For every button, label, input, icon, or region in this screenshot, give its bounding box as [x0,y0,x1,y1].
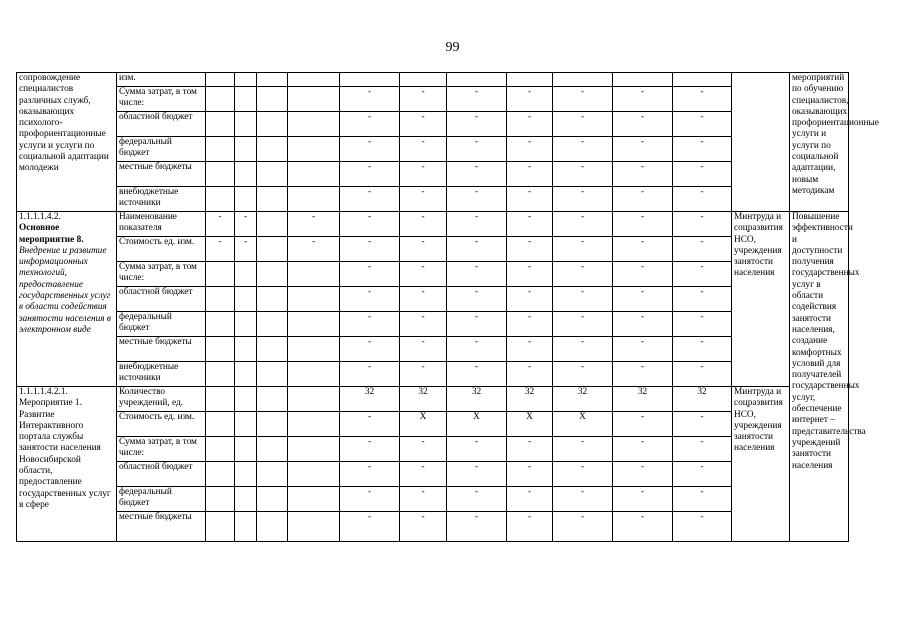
indicator-label: Количество учреждений, ед. [117,387,206,412]
value-cell [288,512,340,542]
indicator-label: Наименование показателя [117,212,206,237]
value-cell: - [340,312,400,337]
value-cell [288,437,340,462]
value-cell [257,237,288,262]
executor-cell [732,387,790,542]
value-cell [235,437,257,462]
value-cell: - [673,462,732,487]
value-cell: - [507,312,553,337]
value-cell [206,137,235,162]
value-cell: - [507,112,553,137]
value-cell [288,287,340,312]
value-cell: - [447,112,507,137]
value-cell: - [447,262,507,287]
value-cell: - [400,212,447,237]
value-cell: - [400,187,447,212]
table-row [17,73,909,87]
value-cell [507,73,553,87]
value-cell: - [553,112,613,137]
indicator-label: Сумма затрат, в том числе: [117,87,206,112]
value-cell: - [507,512,553,542]
value-cell [206,187,235,212]
value-cell [257,112,288,137]
value-cell: - [340,437,400,462]
indicator-label: федеральный бюджет [117,487,206,512]
value-cell: - [673,487,732,512]
value-cell: - [553,362,613,387]
activity-description [17,212,117,387]
value-cell [257,337,288,362]
value-cell: - [673,137,732,162]
value-cell: - [507,212,553,237]
value-cell [673,73,732,87]
value-cell: - [673,262,732,287]
value-cell [235,112,257,137]
value-cell [288,137,340,162]
value-cell [257,437,288,462]
activity-description [17,387,117,542]
value-cell [235,87,257,112]
value-cell: - [340,162,400,187]
value-cell: - [673,312,732,337]
value-cell: - [340,87,400,112]
activity-code: 1.1.1.1.4.2.1. [19,387,68,397]
result-cell [790,212,866,542]
value-cell [257,287,288,312]
value-cell: - [553,512,613,542]
table-row [17,387,909,412]
value-cell: - [447,487,507,512]
value-cell: - [673,162,732,187]
indicator-label: федеральный бюджет [117,137,206,162]
value-cell: 32 [613,387,673,412]
indicator-label: внебюджетные источники [117,362,206,387]
value-cell [257,212,288,237]
value-cell: - [673,187,732,212]
indicator-label: местные бюджеты [117,162,206,187]
value-cell: - [613,487,673,512]
value-cell: - [400,162,447,187]
value-cell: - [553,287,613,312]
value-cell [288,162,340,187]
value-cell [340,73,400,87]
value-cell [206,337,235,362]
value-cell [288,262,340,287]
value-cell: - [613,212,673,237]
value-cell: - [340,212,400,237]
value-cell [257,187,288,212]
value-cell: - [447,237,507,262]
executor-text: Минтруда и соцразвития НСО, учреждения занятости населения [734,387,783,454]
value-cell: - [340,512,400,542]
value-cell: - [447,187,507,212]
value-cell: - [447,337,507,362]
value-cell [288,412,340,437]
value-cell [206,312,235,337]
value-cell: - [400,287,447,312]
value-cell [206,387,235,412]
value-cell [235,312,257,337]
indicator-label: Сумма затрат, в том числе: [117,262,206,287]
indicator-label: изм. [117,73,206,87]
value-cell: - [340,487,400,512]
value-cell [235,462,257,487]
value-cell: - [340,412,400,437]
value-cell [257,137,288,162]
value-cell [206,262,235,287]
value-cell: - [673,412,732,437]
value-cell [400,73,447,87]
result-text: мероприятий по обучению специалистов, оказывающих профориентационные услуги и услуги по социальной адаптации, новым методикам [792,73,879,196]
value-cell [206,437,235,462]
value-cell: - [613,137,673,162]
value-cell: - [613,87,673,112]
value-cell: - [400,337,447,362]
value-cell: - [206,212,235,237]
value-cell [206,462,235,487]
value-cell: - [400,137,447,162]
value-cell [257,462,288,487]
value-cell: - [673,87,732,112]
value-cell [257,387,288,412]
value-cell [447,73,507,87]
value-cell: - [613,462,673,487]
value-cell [288,462,340,487]
value-cell: - [613,262,673,287]
value-cell: - [613,437,673,462]
value-cell: - [447,212,507,237]
value-cell [206,487,235,512]
value-cell: - [400,437,447,462]
indicator-label: Стоимость ед. изм. [117,412,206,437]
indicator-label: областной бюджет [117,287,206,312]
value-cell: - [235,237,257,262]
value-cell: - [447,462,507,487]
value-cell: - [400,362,447,387]
value-cell: - [553,312,613,337]
value-cell: - [553,487,613,512]
executor-text: Минтруда и соцразвития НСО, учреждения занятости населения [734,212,783,279]
value-cell [257,87,288,112]
value-cell: - [507,237,553,262]
value-cell [288,337,340,362]
value-cell: - [673,112,732,137]
value-cell: - [447,512,507,542]
indicator-label: федеральный бюджет [117,312,206,337]
value-cell: - [400,487,447,512]
result-cell [790,73,879,212]
value-cell [288,112,340,137]
value-cell: - [507,87,553,112]
activity-description [17,73,117,212]
value-cell: - [553,462,613,487]
value-cell: - [613,162,673,187]
value-cell: - [507,287,553,312]
value-cell [257,362,288,387]
value-cell: - [553,262,613,287]
value-cell [257,412,288,437]
value-cell: - [507,437,553,462]
value-cell: - [340,237,400,262]
program-table [16,72,909,542]
value-cell: - [673,512,732,542]
value-cell [257,487,288,512]
value-cell: - [673,212,732,237]
value-cell [613,73,673,87]
value-cell [257,262,288,287]
activity-code: 1.1.1.1.4.2. [19,212,61,222]
indicator-label: местные бюджеты [117,337,206,362]
value-cell: - [613,287,673,312]
value-cell [206,112,235,137]
value-cell [257,512,288,542]
value-cell [288,87,340,112]
value-cell: - [613,112,673,137]
value-cell: - [447,362,507,387]
value-cell [235,362,257,387]
value-cell [288,487,340,512]
value-cell: - [613,337,673,362]
indicator-label: Стоимость ед. изм. [117,237,206,262]
value-cell: - [400,512,447,542]
value-cell [206,412,235,437]
value-cell: - [673,437,732,462]
value-cell [206,287,235,312]
value-cell: - [507,262,553,287]
value-cell [235,337,257,362]
value-cell: - [613,512,673,542]
value-cell [235,412,257,437]
value-cell: - [340,287,400,312]
value-cell [206,512,235,542]
value-cell: - [340,112,400,137]
value-cell [288,187,340,212]
value-cell: - [613,237,673,262]
value-cell: - [553,437,613,462]
value-cell: - [447,312,507,337]
value-cell: - [507,337,553,362]
table-row [17,212,909,237]
value-cell [206,73,235,87]
value-cell: X [400,412,447,437]
value-cell [235,162,257,187]
value-cell [235,73,257,87]
value-cell [206,162,235,187]
indicator-label: внебюджетные источники [117,187,206,212]
value-cell: - [673,237,732,262]
value-cell: X [507,412,553,437]
activity-text: Внедрение и развитие информационных технологий, предоставление государственных услуг в области содействия занятости населения в электронном виде [19,245,111,335]
value-cell [206,87,235,112]
value-cell [235,187,257,212]
value-cell [235,487,257,512]
value-cell: - [553,137,613,162]
value-cell: 32 [507,387,553,412]
value-cell [235,137,257,162]
value-cell: - [340,462,400,487]
value-cell: - [400,262,447,287]
value-cell [257,162,288,187]
value-cell: - [507,162,553,187]
value-cell: - [553,187,613,212]
value-cell [288,312,340,337]
activity-text: сопровождение специалистов различных служб, оказывающих психолого-профориентационные услуги и услуги по социальной адаптации молодежи [19,73,109,174]
value-cell: - [553,237,613,262]
executor-cell [732,73,790,212]
value-cell: - [400,112,447,137]
indicator-label: областной бюджет [117,112,206,137]
value-cell: - [673,287,732,312]
value-cell: - [206,237,235,262]
activity-title: Основное мероприятие 8. [19,223,84,245]
value-cell: - [673,337,732,362]
value-cell: - [553,87,613,112]
value-cell: - [553,162,613,187]
indicator-label: местные бюджеты [117,512,206,542]
value-cell: 32 [447,387,507,412]
value-cell: - [613,412,673,437]
value-cell [288,73,340,87]
value-cell: 32 [340,387,400,412]
value-cell [235,287,257,312]
value-cell: - [340,137,400,162]
value-cell: 32 [553,387,613,412]
value-cell: - [235,212,257,237]
value-cell: - [507,462,553,487]
value-cell: - [613,362,673,387]
indicator-label: Сумма затрат, в том числе: [117,437,206,462]
value-cell: - [340,187,400,212]
value-cell: 32 [673,387,732,412]
value-cell: X [447,412,507,437]
value-cell: - [340,262,400,287]
value-cell [288,387,340,412]
executor-cell [732,212,790,387]
value-cell: - [553,337,613,362]
value-cell: - [400,87,447,112]
value-cell: - [507,187,553,212]
value-cell: - [447,437,507,462]
indicator-label: областной бюджет [117,462,206,487]
value-cell: - [400,462,447,487]
value-cell: - [447,87,507,112]
value-cell: - [447,137,507,162]
value-cell: - [507,362,553,387]
value-cell: - [447,162,507,187]
value-cell: - [507,487,553,512]
value-cell: - [613,312,673,337]
value-cell [235,262,257,287]
value-cell: - [613,187,673,212]
value-cell: - [507,137,553,162]
value-cell [206,362,235,387]
value-cell: - [673,362,732,387]
value-cell: - [340,337,400,362]
value-cell: - [400,237,447,262]
value-cell [288,362,340,387]
result-text: Повышение эффективности и доступности получения государственных услуг в области содействия занятости населения, создание комфортных условий для получателей государственных услуг, обеспечение интернет – представительства учреждений занятости населения [792,212,866,471]
value-cell [257,73,288,87]
page-number: 99 [445,40,460,55]
value-cell: 32 [400,387,447,412]
value-cell: - [400,312,447,337]
value-cell: - [447,287,507,312]
activity-text: Мероприятие 1. Развитие Интерактивного портала службы занятости населения Новосибирской области, предоставление государственных услуг в сфере [19,398,111,510]
value-cell [553,73,613,87]
value-cell: - [288,212,340,237]
value-cell: - [288,237,340,262]
value-cell [235,387,257,412]
value-cell [235,512,257,542]
value-cell [257,312,288,337]
value-cell: - [340,362,400,387]
value-cell: X [553,412,613,437]
value-cell: - [553,212,613,237]
